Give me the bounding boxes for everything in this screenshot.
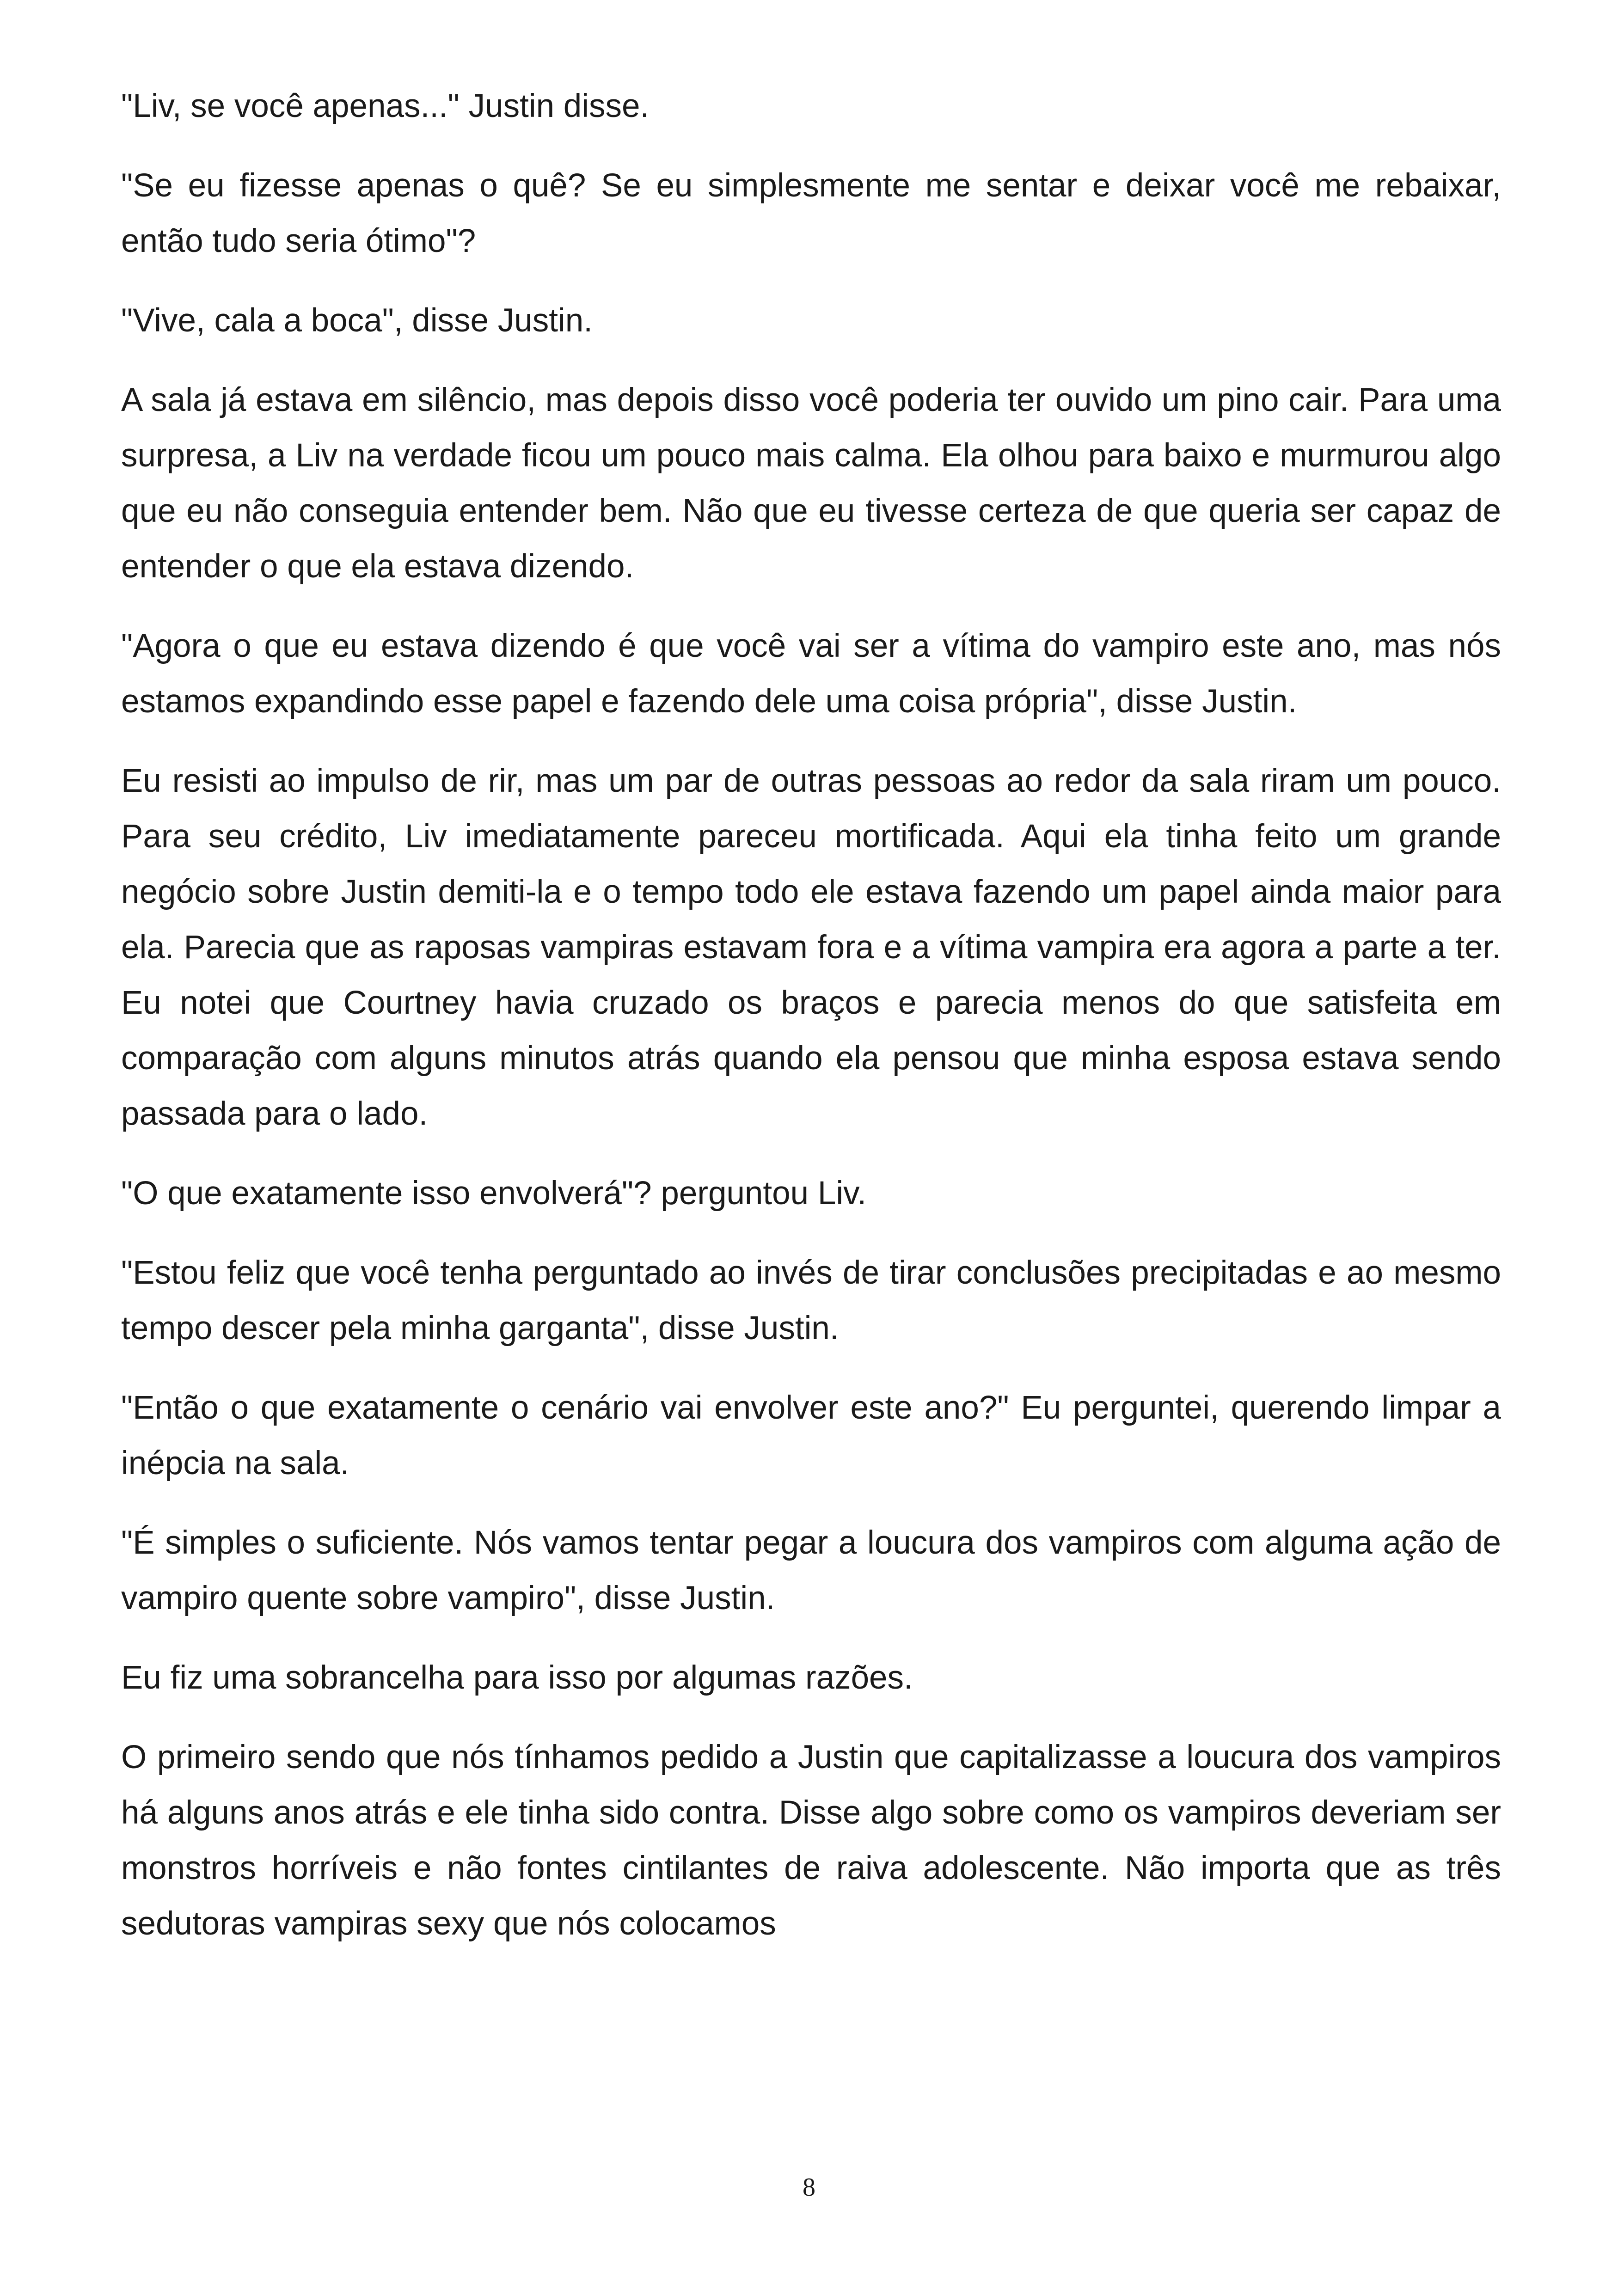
paragraph: "Estou feliz que você tenha perguntado ao invés de tirar conclusões precipitadas e ao mesmo tempo descer pela minha garganta", disse Justin. <box>121 1255 1501 1347</box>
paragraph: "Então o que exatamente o cenário vai envolver este ano?" Eu perguntei, querendo limpar a inépcia na sala. <box>121 1390 1501 1482</box>
paragraph: O primeiro sendo que nós tínhamos pedido a Justin que capitalizasse a loucura dos vampiros há alguns anos atrás e ele tinha sido contra. Disse algo sobre como os vampiros deveriam ser monstros horríveis e não fontes cintilantes de raiva adolescente. Não importa que as três sedutoras vampiras sexy que nós colocamos <box>121 1739 1501 1942</box>
paragraph: "Vive, cala a boca", disse Justin. <box>121 302 593 339</box>
page-number: 8 <box>803 2173 815 2202</box>
paragraph: Eu resisti ao impulso de rir, mas um par de outras pessoas ao redor da sala riram um pouco. Para seu crédito, Liv imediatamente pareceu mortificada. Aqui ela tinha feito um grande negócio sobre Justin demiti-la e o tempo todo ele estava fazendo um papel ainda maior para ela. Parecia que as raposas vampiras estavam fora e a vítima vampira era agora a parte a ter. Eu notei que Courtney havia cruzado os braços e parecia menos do que satisfeita em comparação com alguns minutos atrás quando ela pensou que minha esposa estava sendo passada para o lado. <box>121 763 1501 1132</box>
paragraph: "O que exatamente isso envolverá"? perguntou Liv. <box>121 1175 867 1212</box>
paragraph: Eu fiz uma sobrancelha para isso por algumas razões. <box>121 1659 913 1696</box>
paragraph: "Liv, se você apenas..." Justin disse. <box>121 88 650 124</box>
paragraph: "É simples o suficiente. Nós vamos tentar pegar a loucura dos vampiros com alguma ação de vampiro quente sobre vampiro", disse Justin. <box>121 1525 1501 1616</box>
paragraph: "Agora o que eu estava dizendo é que você vai ser a vítima do vampiro este ano, mas nós estamos expandindo esse papel e fazendo dele uma coisa própria", disse Justin. <box>121 628 1501 720</box>
body-text <box>121 79 1501 1976</box>
paragraph: "Se eu fizesse apenas o quê? Se eu simplesmente me sentar e deixar você me rebaixar, então tudo seria ótimo"? <box>121 167 1501 259</box>
paragraph: A sala já estava em silêncio, mas depois disso você poderia ter ouvido um pino cair. Para uma surpresa, a Liv na verdade ficou um pouco mais calma. Ela olhou para baixo e murmurou algo que eu não conseguia entender bem. Não que eu tivesse certeza de que queria ser capaz de entender o que ela estava dizendo. <box>121 382 1501 585</box>
